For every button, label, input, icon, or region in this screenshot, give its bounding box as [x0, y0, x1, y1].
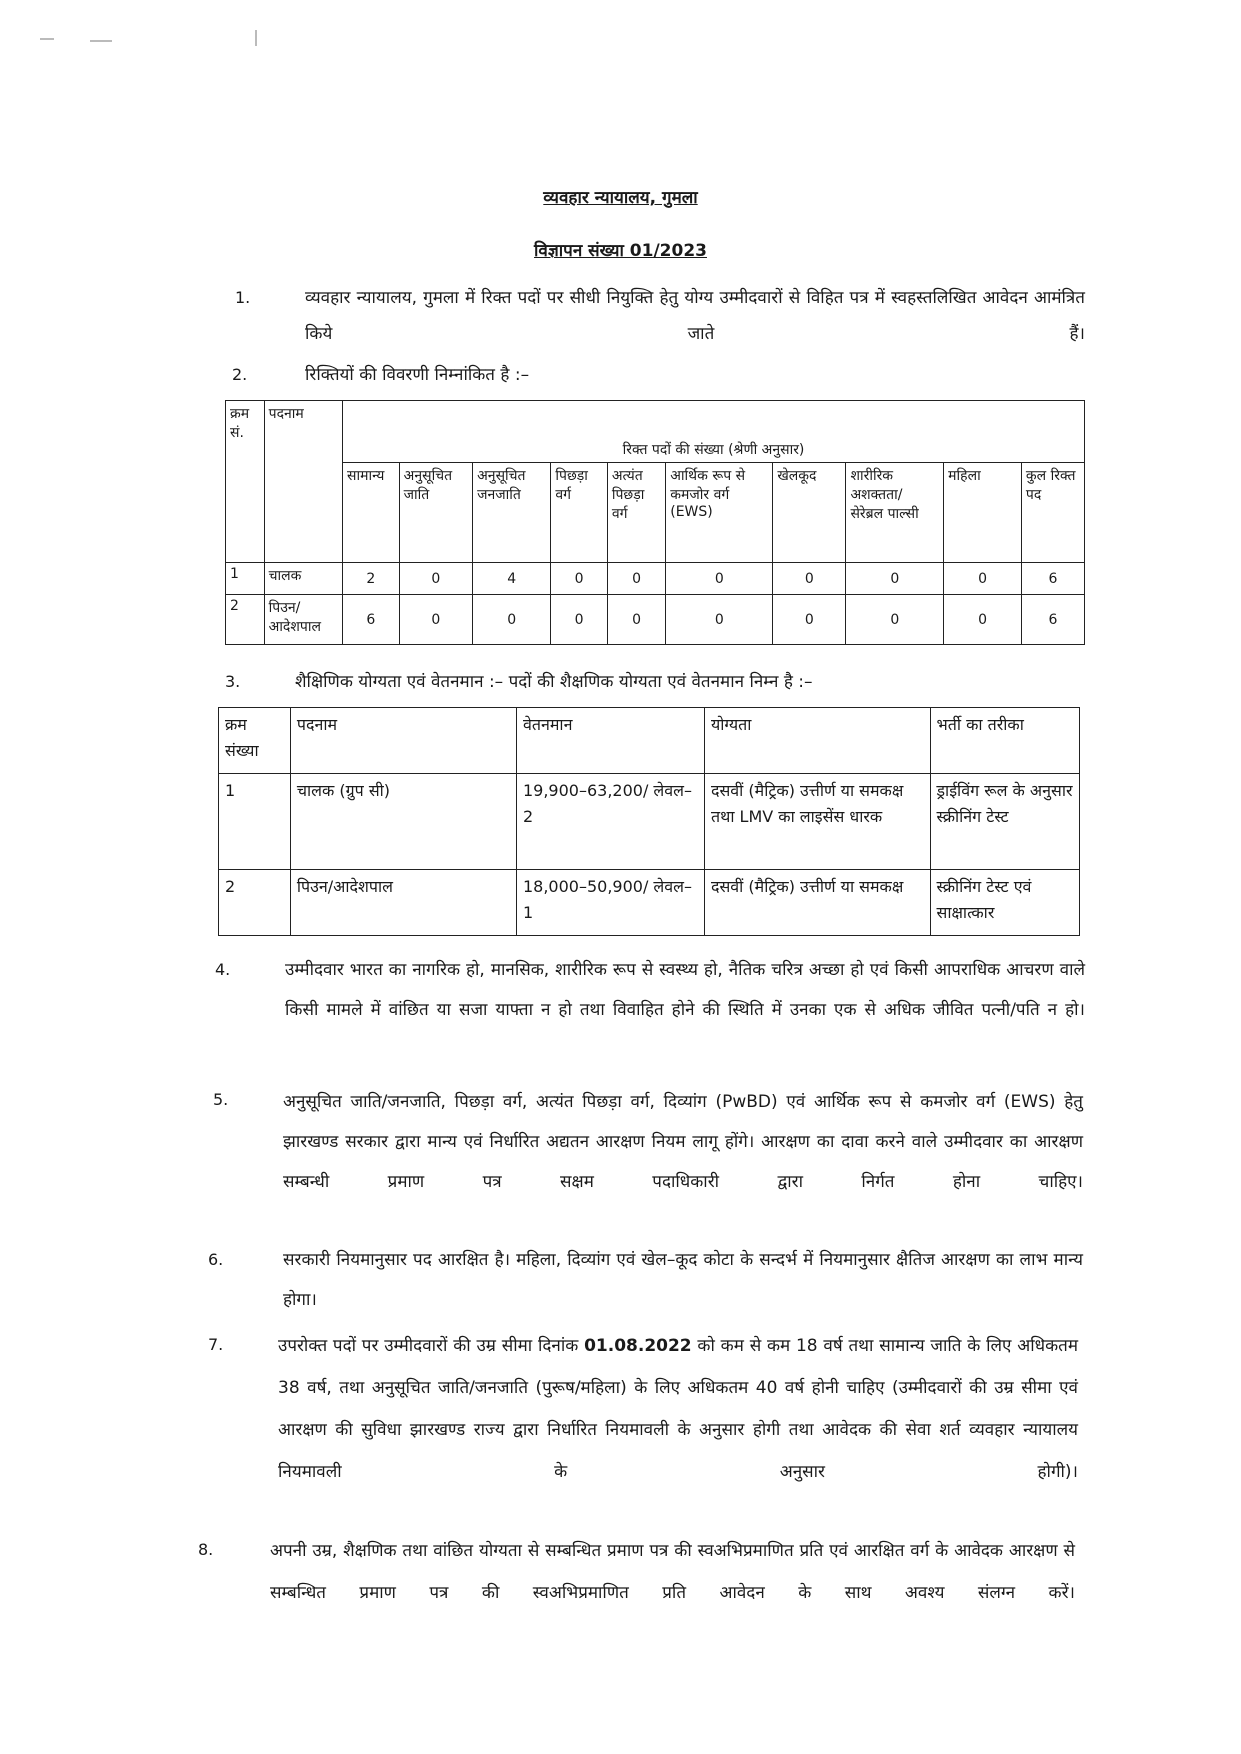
- header-category: अत्यंत पिछड़ा वर्ग: [607, 463, 665, 563]
- point-number: 7.: [208, 1335, 224, 1354]
- table-row: [226, 595, 1085, 645]
- row-pay: 19,900–63,200/ लेवल–2: [516, 774, 704, 870]
- header-qualification: योग्यता: [704, 708, 930, 774]
- cell-value: 0: [607, 595, 665, 645]
- point-text: सरकारी नियमानुसार पद आरक्षित है। महिला, दिव्यांग एवं खेल–कूद कोटा के सन्दर्भ में नियमानुसार क्षैतिज आरक्षण का लाभ मान्य होगा।: [283, 1250, 1083, 1310]
- cell-value: 0: [846, 563, 944, 595]
- table-row: [219, 870, 1080, 936]
- row-post: चालक: [264, 563, 342, 595]
- header-category: सामान्य: [343, 463, 400, 563]
- header-pay: वेतनमान: [516, 708, 704, 774]
- cell-value: 0: [399, 563, 472, 595]
- point-text-part: को कम से कम 18 वर्ष तथा सामान्य जाति के लिए अधिकतम 38 वर्ष, तथा अनुसूचित जाति/जनजाति (पुरूष/महिला) के लिए अधिकतम 40 वर्ष होनी चाहिए (उम्मीदवारों की उम्र सीमा एवं आरक्षण की सुविधा झारखण्ड राज्य द्वारा निर्धारित नियमावली के अनुसार होगी तथा आवेदक की सेवा शर्त व्यवहार न्यायालय नियमावली के अनुसार होगी)।: [278, 1336, 1078, 1482]
- header-post: पदनाम: [290, 708, 516, 774]
- cell-value: 6: [1021, 563, 1084, 595]
- cell-value: 0: [551, 563, 607, 595]
- header-category: अनुसूचित जनजाति: [473, 463, 551, 563]
- age-cutoff-date: 01.08.2022: [584, 1336, 692, 1356]
- point-text-part: उपरोक्त पदों पर उम्मीदवारों की उम्र सीमा दिनांक: [278, 1336, 585, 1356]
- cell-value: 6: [343, 595, 400, 645]
- row-method: ड्राईविंग रूल के अनुसार स्क्रीनिंग टेस्ट: [930, 774, 1080, 870]
- cell-value: 4: [473, 563, 551, 595]
- row-pay: 18,000–50,900/ लेवल–1: [516, 870, 704, 936]
- point-number: 1.: [235, 288, 251, 307]
- table-row: [219, 774, 1080, 870]
- point-text: अनुसूचित जाति/जनजाति, पिछड़ा वर्ग, अत्यंत पिछड़ा वर्ग, दिव्यांग (PwBD) एवं आर्थिक रूप से कमजोर वर्ग (EWS) हेतु झारखण्ड सरकार द्वारा मान्य एवं निर्धारित अद्यतन आरक्षण नियम लागू होंगे। आरक्षण का दावा करने वाले उम्मीदवार का आरक्षण सम्बन्धी प्रमाण पत्र सक्षम पदाधिकारी द्वारा निर्गत होना चाहिए।: [283, 1092, 1083, 1192]
- header-category: आर्थिक रूप से कमजोर वर्ग (EWS): [666, 463, 773, 563]
- point-text: व्यवहार न्यायालय, गुमला में रिक्त पदों पर सीधी नियुक्ति हेतु योग्य उम्मीदवारों से विहित पत्र में स्वहस्तलिखित आवेदन आमंत्रित किये जाते हैं।: [305, 288, 1085, 344]
- point-number: 5.: [213, 1090, 229, 1109]
- cell-value: 0: [773, 595, 846, 645]
- row-method: स्क्रीनिंग टेस्ट एवं साक्षात्कार: [930, 870, 1080, 936]
- scan-speck: [40, 38, 54, 40]
- header-category: पिछड़ा वर्ग: [551, 463, 607, 563]
- point-number: 2.: [232, 365, 248, 384]
- point-text: रिक्तियों की विवरणी निम्नांकित है :–: [305, 365, 530, 385]
- header-serial: क्रम सं.: [226, 401, 265, 563]
- cell-value: 0: [607, 563, 665, 595]
- header-vacancy-group: रिक्त पदों की संख्या (श्रेणी अनुसार): [343, 401, 1085, 463]
- scan-speck: [255, 30, 257, 46]
- header-category: अनुसूचित जाति: [399, 463, 472, 563]
- header-post: पदनाम: [264, 401, 342, 563]
- point-text: [278, 1325, 1078, 1493]
- point-number: 3.: [225, 672, 241, 691]
- header-serial: क्रम संख्या: [219, 708, 291, 774]
- point-text: उम्मीदवार भारत का नागरिक हो, मानसिक, शारीरिक रूप से स्वस्थ्य हो, नैतिक चरित्र अच्छा हो एवं किसी आपराधिक आचरण वाले किसी मामले में वांछित या सजा याफ्ता न हो तथा विवाहित होने की स्थिति में उनका एक से अधिक जीवित पत्नी/पति न हो।: [285, 960, 1085, 1020]
- row-serial: 1: [226, 563, 265, 595]
- scan-speck: [90, 40, 112, 42]
- point-text: अपनी उम्र, शैक्षणिक तथा वांछित योग्यता से सम्बन्धित प्रमाण पत्र की स्वअभिप्रमाणित प्रति एवं आरक्षित वर्ग के आवेदक आरक्षण से सम्बन्धित प्रमाण पत्र की स्वअभिप्रमाणित प्रति आवेदन के साथ अवश्य संलग्न करें।: [270, 1541, 1075, 1603]
- row-serial: 2: [226, 595, 265, 645]
- cell-value: 0: [399, 595, 472, 645]
- cell-value: 2: [343, 563, 400, 595]
- point-number: 4.: [215, 960, 231, 979]
- point-number: 6.: [208, 1250, 224, 1269]
- row-post: पिउन/आदेशपाल: [290, 870, 516, 936]
- cell-value: 0: [773, 563, 846, 595]
- header-category: खेलकूद: [773, 463, 846, 563]
- point-text: शैक्षिणिक योग्यता एवं वेतनमान :– पदों की शैक्षणिक योग्यता एवं वेतनमान निम्न है :–: [295, 672, 813, 692]
- cell-value: 0: [666, 595, 773, 645]
- cell-value: 0: [551, 595, 607, 645]
- header-method: भर्ती का तरीका: [930, 708, 1080, 774]
- qualification-table: [218, 707, 1080, 936]
- table-row: [226, 563, 1085, 595]
- cell-value: 0: [846, 595, 944, 645]
- cell-value: 0: [944, 595, 1022, 645]
- header-category: महिला: [944, 463, 1022, 563]
- point-number: 8.: [198, 1540, 214, 1559]
- row-qualification: दसवीं (मैट्रिक) उत्तीर्ण या समकक्ष: [704, 870, 930, 936]
- row-qualification: दसवीं (मैट्रिक) उत्तीर्ण या समकक्ष तथा LMV का लाइसेंस धारक: [704, 774, 930, 870]
- row-post: चालक (ग्रुप सी): [290, 774, 516, 870]
- cell-value: 6: [1021, 595, 1084, 645]
- cell-value: 0: [944, 563, 1022, 595]
- row-post: पिउन/ आदेशपाल: [264, 595, 342, 645]
- header-category: कुल रिक्त पद: [1021, 463, 1084, 563]
- court-title: व्यवहार न्यायालय, गुमला: [543, 188, 698, 208]
- cell-value: 0: [473, 595, 551, 645]
- header-category: शारीरिक अशक्तता/ सेरेब्रल पाल्सी: [846, 463, 944, 563]
- advertisement-number: विज्ञापन संख्या 01/2023: [534, 241, 707, 261]
- cell-value: 0: [666, 563, 773, 595]
- vacancy-table: [225, 400, 1085, 645]
- row-serial: 1: [219, 774, 291, 870]
- row-serial: 2: [219, 870, 291, 936]
